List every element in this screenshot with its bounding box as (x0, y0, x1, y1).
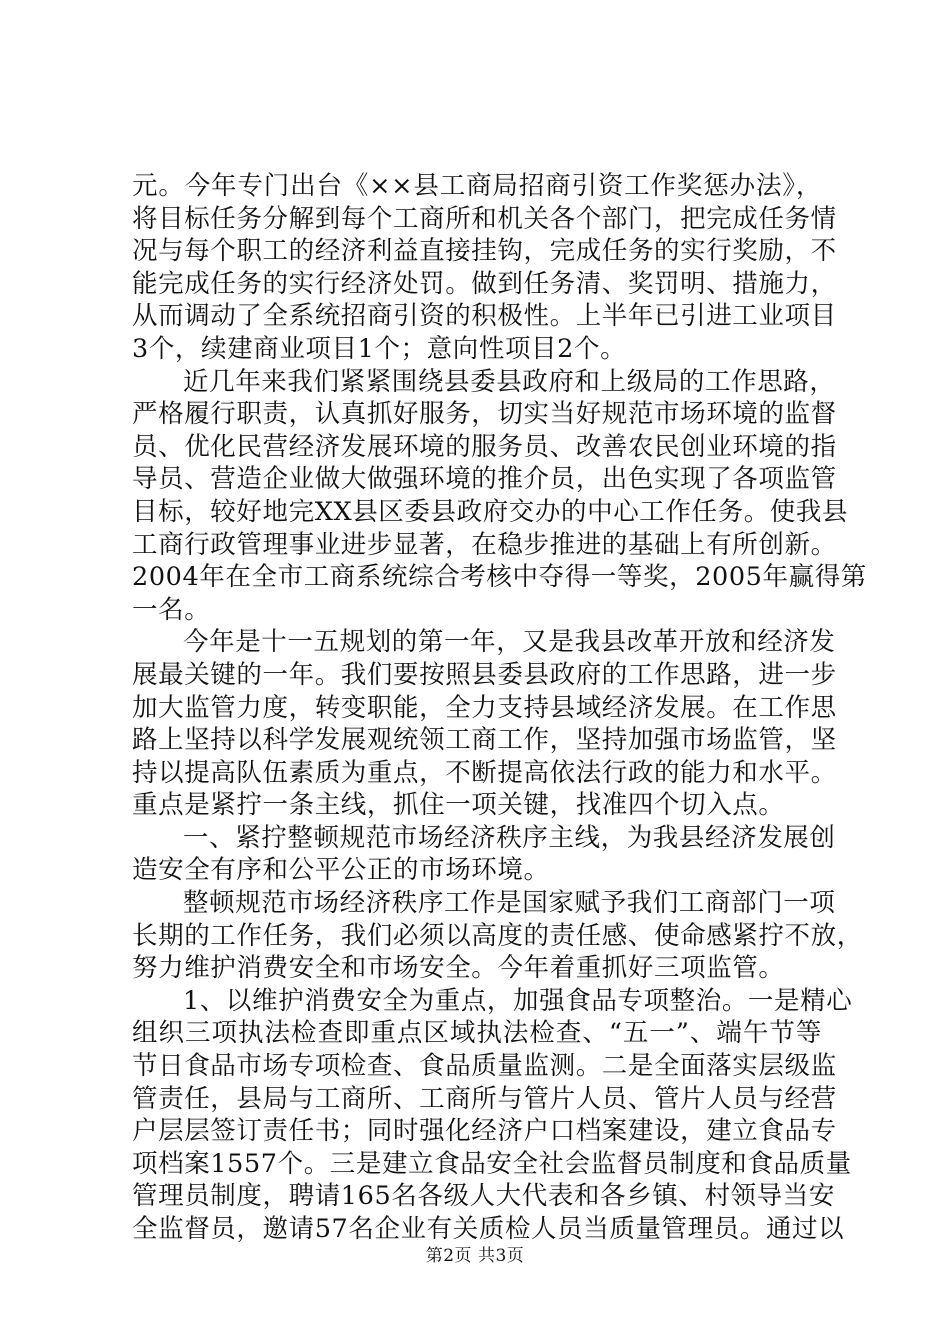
text-line: 员、优化民营经济发展环境的服务员、改善农民创业环境的指 (132, 431, 837, 462)
page-footer (0, 1245, 950, 1267)
text-line: 户层层签订责任书；同时强化经济户口档案建设，建立食品专 (132, 1116, 837, 1147)
text-line: 元。今年专门出台《××县工商局招商引资工作奖惩办法》， (132, 171, 822, 201)
text-line: 加大监管力度，转变职能，全力支持县域经济发展。在工作思 (132, 692, 837, 723)
text-line: 努力维护消费安全和市场安全。今年着重抓好三项监管。 (132, 953, 785, 984)
text-line: 全监督员，邀请57名企业有关质检人员当质量管理员。通过以 (132, 1214, 845, 1244)
text-line: 路上坚持以科学发展观统领工商工作，坚持加强市场监管，坚 (132, 725, 837, 756)
text-line: 展最关键的一年。我们要按照县委县政府的工作思路，进一步 (132, 659, 837, 690)
text-line: 长期的工作任务，我们必须以高度的责任感、使命感紧拧不放， (132, 920, 863, 951)
text-line: 重点是紧拧一条主线，抓住一项关键，找准四个切入点。 (132, 790, 785, 821)
paragraph-first-line: 整顿规范市场经济秩序工作是国家赋予我们工商部门一项 (183, 888, 836, 919)
text-line: 导员、营造企业做大做强环境的推介员，出色实现了各项监管 (132, 464, 837, 495)
text-line: 将目标任务分解到每个工商所和机关各个部门，把完成任务情 (132, 203, 837, 234)
text-line: 项档案1557个。三是建立食品安全社会监督员制度和食品质量 (132, 1148, 852, 1179)
text-line: 严格履行职责，认真抓好服务，切实当好规范市场环境的监督 (132, 399, 837, 430)
text-line: 从而调动了全系统招商引资的积极性。上半年已引进工业项目 (132, 301, 837, 332)
text-line: 组织三项执法检查即重点区域执法检查、“五一”、端午节等 (132, 1018, 822, 1049)
text-line: 能完成任务的实行经济处罚。做到任务清、奖罚明、措施力， (132, 268, 837, 299)
text-line: 2004年在全市工商系统综合考核中夺得一等奖，2005年赢得第 (132, 562, 867, 593)
body-text (132, 170, 867, 1246)
text-line: 节日食品市场专项检查、食品质量监测。二是全面落实层级监 (132, 1051, 837, 1082)
text-line: 造安全有序和公平公正的市场环境。 (132, 855, 550, 886)
page-number-label: 第2页 共3页 (425, 1246, 525, 1266)
text-line: 持以提高队伍素质为重点，不断提高依法行政的能力和水平。 (132, 757, 837, 788)
text-line: 工商行政管理事业进步显著，在稳步推进的基础上有所创新。 (132, 529, 837, 560)
paragraph-first-line: 1、以维护消费安全为重点，加强食品专项整治。一是精心 (183, 985, 853, 1016)
text-line: 管理员制度，聘请165名各级人大代表和各乡镇、村领导当安 (132, 1181, 835, 1212)
text-line: 管责任，县局与工商所、工商所与管片人员、管片人员与经营 (132, 1083, 837, 1114)
text-line: 目标，较好地完XX县区委县政府交办的中心工作任务。使我县 (132, 496, 849, 527)
paragraph-first-line: 一、紧拧整顿规范市场经济秩序主线，为我县经济发展创 (183, 822, 836, 853)
text-line: 一名。 (132, 594, 211, 625)
text-line: 况与每个职工的经济利益直接挂钩，完成任务的实行奖励，不 (132, 236, 837, 267)
paragraph-first-line: 今年是十一五规划的第一年，又是我县改革开放和经济发 (183, 627, 836, 658)
paragraph-first-line: 近几年来我们紧紧围绕县委县政府和上级局的工作思路， (183, 366, 836, 397)
text-line: 3个，续建商业项目1个；意向性项目2个。 (132, 333, 627, 364)
